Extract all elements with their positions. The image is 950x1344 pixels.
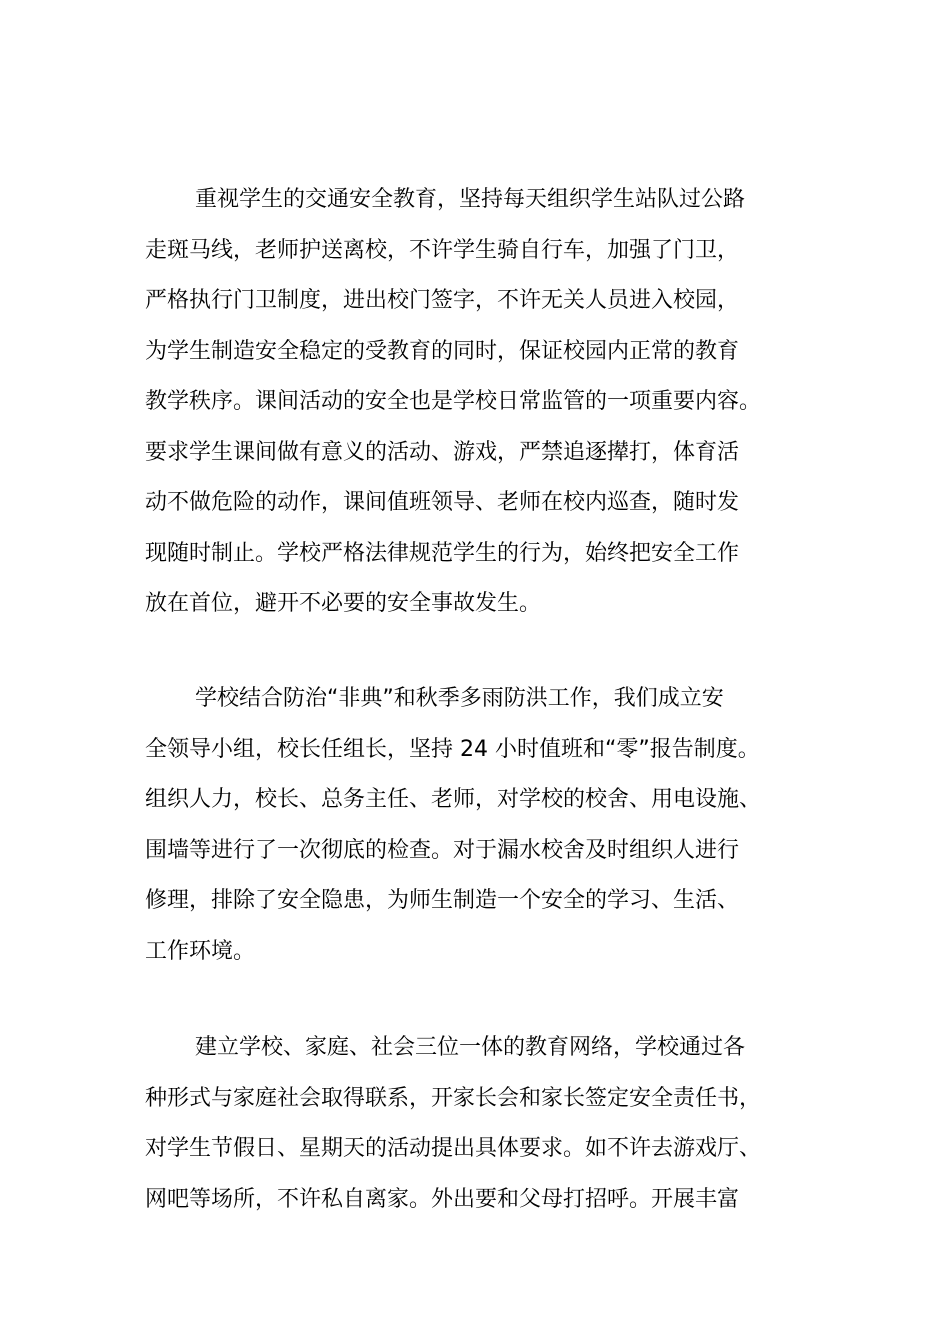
- paragraph-traffic-safety: [145, 175, 825, 630]
- text-line: 修理，排除了安全隐患，为师生制造一个安全的学习、生活、: [145, 888, 740, 913]
- text-line: 组织人力，校长、总务主任、老师，对学校的校舍、用电设施、: [145, 787, 762, 812]
- text-line: 重视学生的交通安全教育，坚持每天组织学生站队过公路: [195, 187, 746, 212]
- text-line: 为学生制造安全稳定的受教育的同时，保证校园内正常的教育: [145, 338, 740, 364]
- text-line: 建立学校、家庭、社会三位一体的教育网络，学校通过各: [195, 1035, 746, 1060]
- text-line: 工作环境。: [145, 938, 256, 964]
- text-line: 全领导小组，校长任组长，坚持 24 小时值班和“零”报告制度。: [145, 736, 760, 762]
- paragraph-flood-prevention: [145, 674, 825, 977]
- text-line: 种形式与家庭社会取得联系，开家长会和家长签定安全责任书，: [145, 1085, 762, 1111]
- text-line: 走斑马线，老师护送离校，不许学生骑自行车，加强了门卫，: [145, 237, 740, 263]
- paragraph-education-network: [145, 1023, 825, 1225]
- text-line: 现随时制止。学校严格法律规范学生的行为，始终把安全工作: [145, 540, 740, 566]
- text-line: 要求学生课间做有意义的活动、游戏，严禁追逐撵打，体育活: [145, 439, 740, 465]
- text-line: 严格执行门卫制度，进出校门签字，不许无关人员进入校园，: [145, 288, 740, 313]
- text-line: 对学生节假日、星期天的活动提出具体要求。如不许去游戏厅、: [145, 1136, 762, 1161]
- text-line: 网吧等场所，不许私自离家。外出要和父母打招呼。开展丰富: [145, 1186, 740, 1212]
- text-line: 放在首位，避开不必要的安全事故发生。: [145, 591, 542, 616]
- text-line: 教学秩序。课间活动的安全也是学校日常监管的一项重要内容。: [145, 389, 762, 414]
- text-line: 动不做危险的动作，课间值班领导、老师在校内巡查，随时发: [145, 490, 740, 515]
- text-line: 围墙等进行了一次彻底的检查。对于漏水校舍及时组织人进行: [145, 837, 740, 863]
- text-line: 学校结合防治“非典”和秋季多雨防洪工作，我们成立安: [195, 686, 724, 711]
